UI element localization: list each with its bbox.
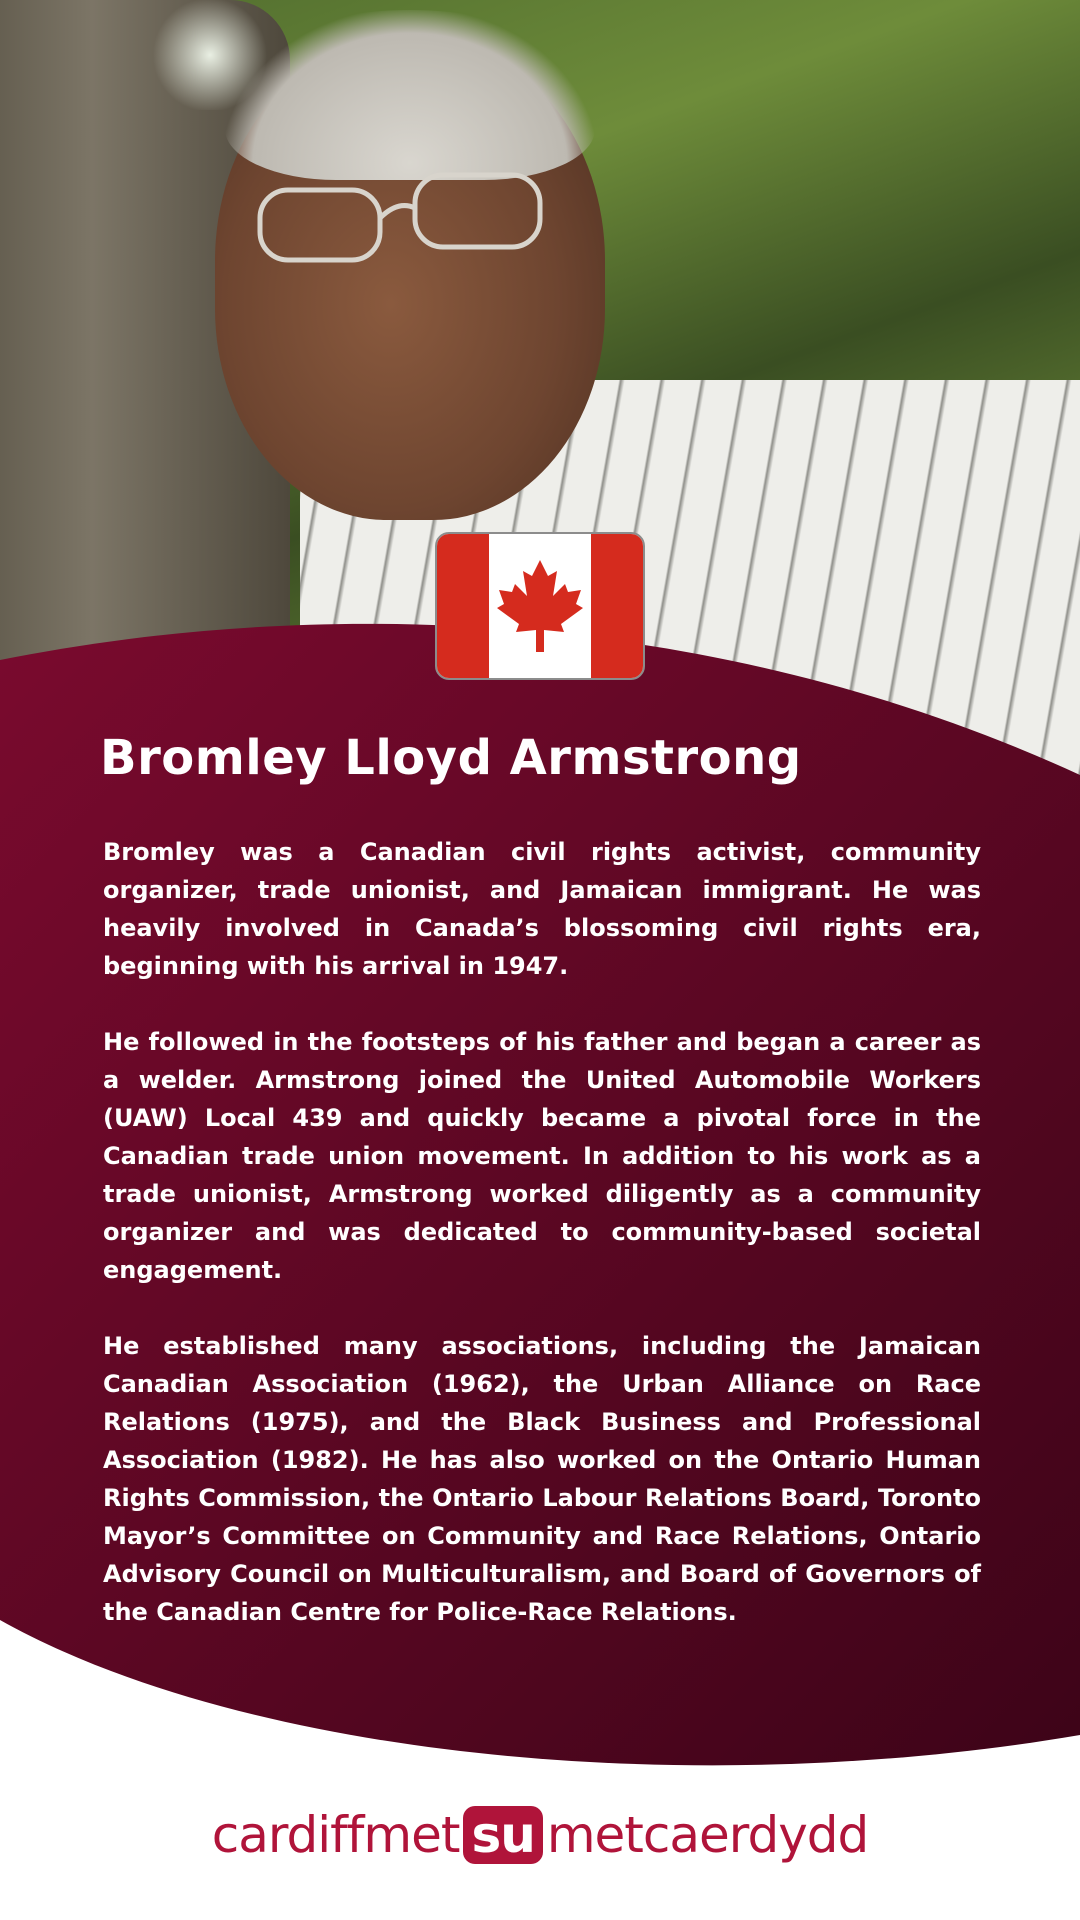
logo-su-badge: su (463, 1806, 542, 1864)
bio-paragraph: He established many associations, including the Jamaican Canadian Association (1962), the Urban Alliance on Race Relations (1975), and the Black Business and Professional Association (1982). He has also worked on the Ontario Human Rights Commission, the Ontario Labour Relations Board, Toronto Mayor’s Committee on Community and Race Relations, Ontario Advisory Council on Multiculturalism, and Board of Governors of the Canadian Centre for Police-Race Relations. (103, 1332, 981, 1626)
logo-left-text: cardiffmet (211, 1806, 460, 1864)
bio-paragraph: Bromley was a Canadian civil rights activist, community organizer, trade unionist, and Jamaican immigrant. He was heavily involved in Canada’s blossoming civil rights era, beginning with his arrival in 1947. (103, 838, 981, 980)
logo-right-text: metcaerdydd (546, 1806, 869, 1864)
brand-logo (0, 1800, 1080, 1870)
bio-paragraph: He followed in the footsteps of his father and began a career as a welder. Armstrong joined the United Automobile Workers (UAW) Local 439 and quickly became a pivotal force in the Canadian trade union movement. In addition to his work as a trade unionist, Armstrong worked diligently as a community organizer and was dedicated to community-based societal engagement. (103, 1028, 981, 1284)
canada-flag-icon (435, 532, 645, 680)
biography-text (103, 833, 981, 1669)
page-title: Bromley Lloyd Armstrong (100, 730, 802, 786)
